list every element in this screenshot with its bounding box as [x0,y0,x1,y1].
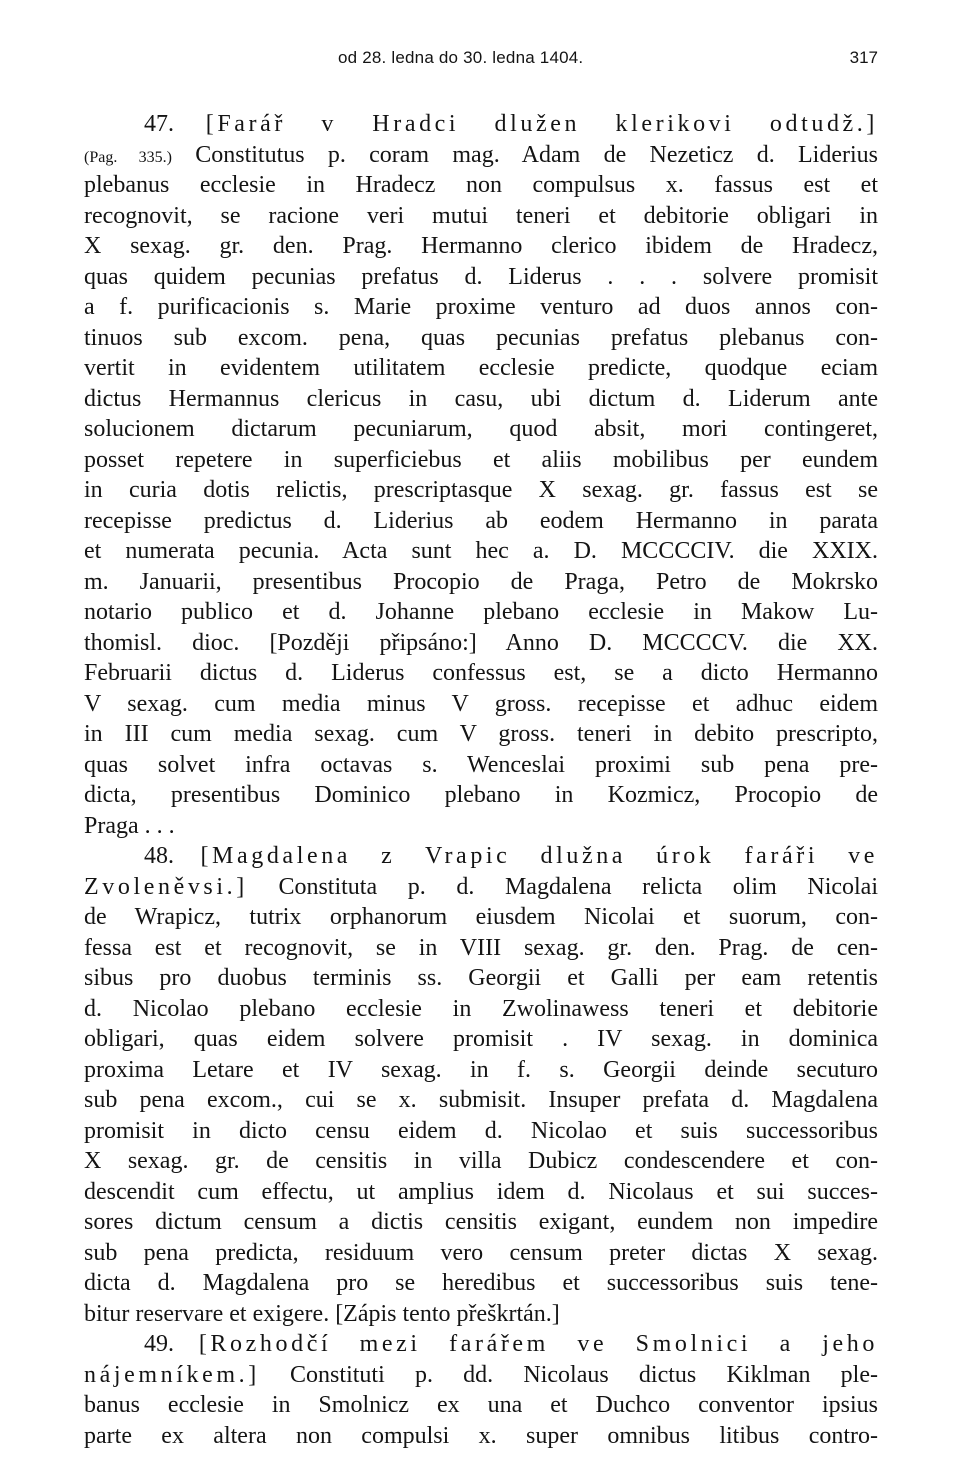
text-line [84,445,878,476]
text-line [84,475,878,506]
line-text: Constituta p. d. Magdalena relicta olim Nicolai [247,873,878,900]
line-text: dictus Hermannus clericus in casu, ubi dictum d. Liderum ante [84,385,878,412]
text-line [84,506,878,537]
line-text: Februarii dictus d. Liderus confessus est, se a dicto Hermanno [84,660,878,686]
line-text: V sexag. cum media minus V gross. recepisse et adhuc eidem [84,690,878,717]
entry-heading: nájemníkem.] [84,1361,260,1388]
line-text: m. Januarii, presentibus Procopio de Praga, Petro de Mokrsko [84,568,878,595]
line-text: X sexag. gr. den. Prag. Hermanno clerico ibidem de Hradecz, [84,233,878,259]
entry-heading: [Farář v Hradci dlužen klerikovi odtudž.] [205,111,878,137]
line-text: in curia dotis relictis, prescriptasque X sexag. gr. fassus est se [84,477,878,503]
text-line [84,170,878,201]
line-text: notario publico et d. Johanne plebano ecclesie in Makow Lu- [84,599,878,625]
text-line [84,658,878,689]
pagination-note: (Pag. 335.) [84,148,172,166]
line-text: sibus pro duobus terminis ss. Georgii et Galli per eam retentis [84,965,878,991]
line-text: recepisse predictus d. Liderius ab eodem Hermanno in parata [84,507,878,534]
entry-number: 48. [144,843,201,869]
line-text: vertit in evidentem utilitatem ecclesie predicte, quodque eciam [84,355,878,381]
entry-number: 49. [144,1331,199,1357]
line-text: Constitutus p. coram mag. Adam de Nezeticz d. Liderius [171,141,878,168]
text-line [84,719,878,750]
line-text: Praga . . . [84,812,175,839]
text-line [84,262,878,293]
text-line [84,994,878,1025]
line-text: plebanus ecclesie in Hradecz non compulsus x. fassus est et [84,172,878,198]
text-line [84,750,878,781]
line-text: dicta, presentibus Dominico plebano in Kozmicz, Procopio de [84,782,878,808]
line-text: de Wrapicz, tutrix orphanorum eiusdem Nicolai et suorum, con- [84,904,878,930]
text-line [84,1177,878,1208]
text-line [84,1116,878,1147]
text-line [84,628,878,659]
entry-number: 47. [144,111,206,137]
line-text: bitur reservare et exigere. [Zápis tento přeškrtán.] [84,1300,560,1327]
text-line [84,323,878,354]
line-text: tinuos sub excom. pena, quas pecunias prefatus plebanus con- [84,324,878,351]
document-body [84,109,878,1451]
line-text: posset repetere in superficiebus et aliis mobilibus per eundem [84,446,878,473]
line-text: thomisl. dioc. [Později připsáno:] Anno D. MCCCCV. die XX. [84,629,878,656]
text-line [84,292,878,323]
line-text: quas quidem pecunias prefatus d. Liderus . . . solvere promisit [84,263,878,290]
line-text: descendit cum effectu, ut amplius idem d. Nicolaus et sui succes- [84,1178,878,1205]
text-line [84,353,878,384]
text-line [84,384,878,415]
line-text: solucionem dictarum pecuniarum, quod absit, mori contingeret, [84,416,878,442]
line-text: sores dictum censum a dictis censitis exigant, eundem non impedire [84,1209,878,1235]
text-line [84,1329,878,1360]
text-line [84,933,878,964]
text-line [84,1421,878,1452]
text-line [84,1146,878,1177]
line-text: proxima Letare et IV sexag. in f. s. Georgii deinde secuturo [84,1056,878,1083]
text-line [84,567,878,598]
page-header [84,48,878,70]
line-text: dicta d. Magdalena pro se heredibus et successoribus suis tene- [84,1270,878,1296]
line-text: sub pena predicta, residuum vero censum preter dictas X sexag. [84,1239,878,1266]
text-line [84,1055,878,1086]
line-text: d. Nicolao plebano ecclesie in Zwolinawess teneri et debitorie [84,995,878,1022]
line-text: fessa est et recognovit, se in VIII sexag. gr. den. Prag. de cen- [84,934,878,961]
entry-heading: [Magdalena z Vrapic dlužna úrok faráři ve [200,843,878,869]
text-line [84,872,878,903]
text-line [84,1299,878,1330]
line-text: sub pena excom., cui se x. submisit. Insuper prefata d. Magdalena [84,1087,878,1113]
running-head: od 28. ledna do 30. ledna 1404. [338,48,584,67]
text-line [84,902,878,933]
line-text: X sexag. gr. de censitis in villa Dubicz condescendere et con- [84,1148,878,1174]
text-line [84,597,878,628]
text-line [84,1360,878,1391]
text-line [84,1024,878,1055]
line-text: et numerata pecunia. Acta sunt hec a. D. MCCCCIV. die XXIX. [84,538,878,564]
line-text: parte ex altera non compulsi x. super omnibus litibus contro- [84,1422,878,1449]
text-line [84,414,878,445]
text-line [84,536,878,567]
line-text: Constituti p. dd. Nicolaus dictus Kiklman ple- [259,1361,878,1388]
text-line [84,109,878,140]
page-number: 317 [849,48,878,67]
text-line [84,140,878,171]
line-text: in III cum media sexag. cum V gross. teneri in debito prescripto, [84,721,878,747]
text-line [84,1085,878,1116]
line-text: obligari, quas eidem solvere promisit . IV sexag. in dominica [84,1026,878,1052]
text-line [84,1390,878,1421]
line-text: quas solvet infra octavas s. Wenceslai proximi sub pena pre- [84,751,878,778]
text-line [84,689,878,720]
text-line [84,1207,878,1238]
text-line [84,841,878,872]
entry-heading: Zvoleněvsi.] [84,873,248,900]
line-text: promisit in dicto censu eidem d. Nicolao et suis successoribus [84,1117,878,1144]
entry-heading: [Rozhodčí mezi farářem ve Smolnici a jeho [198,1331,878,1357]
text-line [84,780,878,811]
text-line [84,201,878,232]
line-text: recognovit, se racione veri mutui teneri et debitorie obligari in [84,202,878,229]
text-line [84,963,878,994]
line-text: a f. purificacionis s. Marie proxime venturo ad duos annos con- [84,294,878,320]
text-line [84,811,878,842]
text-line [84,231,878,262]
text-line [84,1268,878,1299]
line-text: banus ecclesie in Smolnicz ex una et Duchco conventor ipsius [84,1392,878,1418]
text-line [84,1238,878,1269]
